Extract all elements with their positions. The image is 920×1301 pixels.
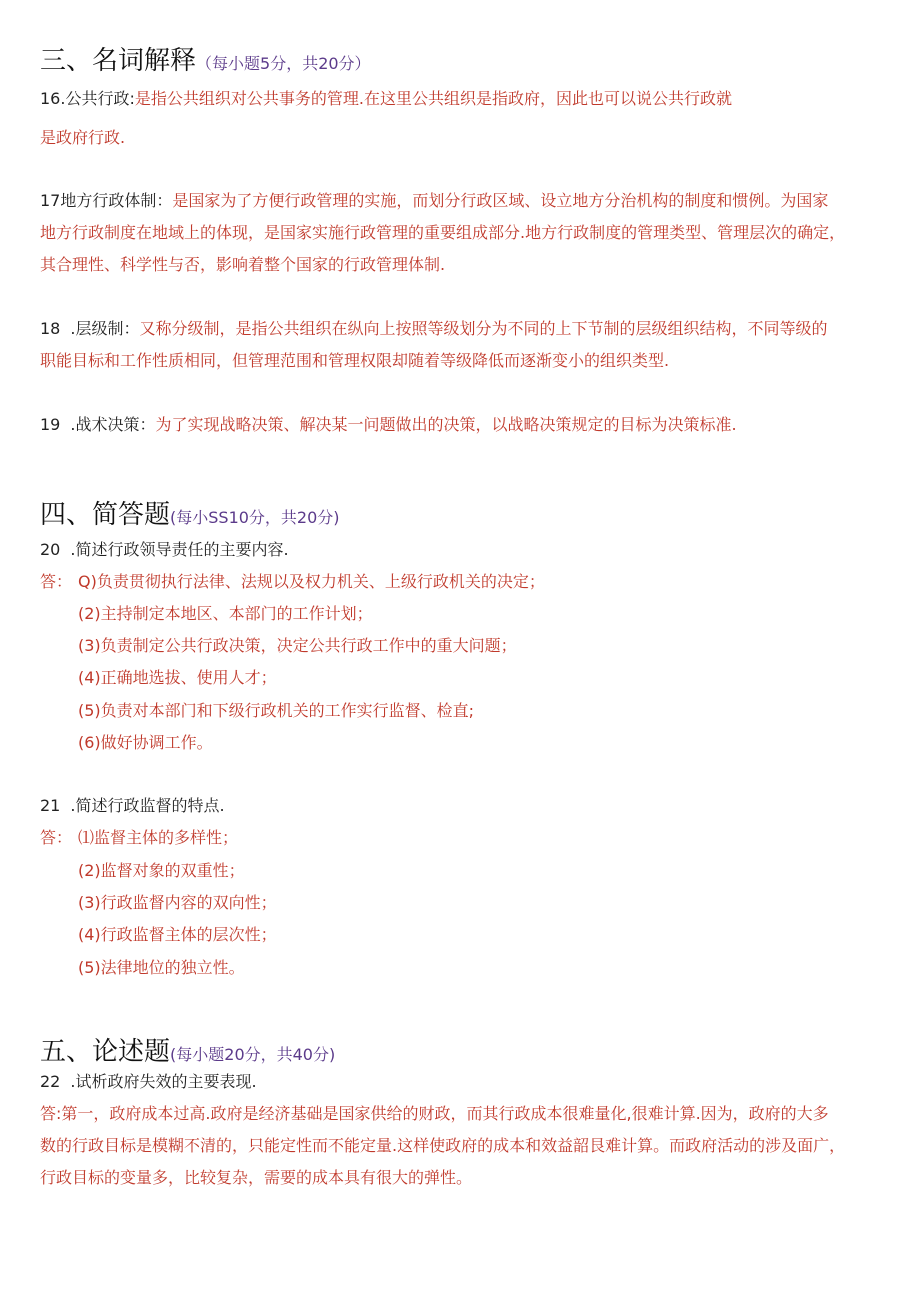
q20-question-text: .简述行政领导责任的主要内容. [70,540,289,559]
q21-answer-label: 答： [40,828,73,847]
q17-definition-line1: 是国家为了方便行政管理的实施，而划分行政区域、设立地方分治机构的制度和惯例。为国家 [172,191,829,210]
q16-term: 公共行政: [65,89,135,108]
q20-item: Q)负责贯彻执行法律、法规以及权力机关、上级行政机关的决定； [78,572,545,591]
q17-definition-line2: 地方行政制度在地域上的体现，是国家实施行政管理的重要组成部分.地方行政制度的管理类型、管理层次的确定， [40,223,846,242]
q20-item: (6)做好协调工作。 [78,733,213,752]
q22-answer [40,1098,892,1194]
q22-question [40,1071,257,1093]
q19-line [40,414,737,436]
q20-item: (4)正确地选拔、使用人才； [78,668,277,687]
q20-item: (5)负责对本部门和下级行政机关的工作实行监督、检直; [78,701,475,720]
q18-paragraph [40,313,892,377]
q17-definition-line3: 其合理性、科学性与否，影响着整个国家的行政管理体制. [40,255,446,274]
q18-term: .层级制： [70,319,140,338]
section4-heading [40,494,340,531]
q18-definition-line2: 职能目标和工作性质相同，但管理范围和管理权限却随着等级降低而逐渐变小的组织类型. [40,351,670,370]
q21-item: (5)法律地位的独立性。 [78,958,245,977]
q22-answer-line2: 数的行政目标是模糊不清的，只能定性而不能定量.这样使政府的成本和效益韶艮难计算。而政府活动的涉及面广， [40,1136,846,1155]
section3-title: 三、名词解释 [40,46,197,76]
q20-answer-label: 答： [40,572,73,591]
q20-question [40,539,289,561]
q16-number: 16. [40,89,66,108]
section5-title: 五、论述题 [40,1037,171,1067]
q22-question-text: .试析政府失效的主要表现. [70,1072,257,1091]
section4-note: (每小SS10分，共20分) [170,508,340,527]
q21-item: (2)监督对象的双重性； [78,861,245,880]
section4-title: 四、简答题 [40,500,171,530]
q19-term: .战术决策： [70,415,156,434]
q16-definition-line1: 是指公共组织对公共事务的管理.在这里公共组织是指政府，因此也可以说公共行政就 [134,89,732,108]
q16-definition-line2: 是政府行政. [40,128,126,147]
q20-item: (3)负责制定公共行政决策，决定公共行政工作中的重大问题； [78,636,517,655]
q22-number: 22 [40,1072,61,1091]
q19-definition: 为了实现战略决策、解决某一问题做出的决策，以战略决策规定的目标为决策标准. [155,415,737,434]
q22-answer-line3: 行政目标的变量多，比较复杂，需要的成本具有很大的弹性。 [40,1168,473,1187]
q21-item: ⑴监督主体的多样性； [78,828,239,847]
q16-line1 [40,88,732,110]
q18-definition-line1: 又称分级制，是指公共组织在纵向上按照等级划分为不同的上下节制的层级组织结构，不同等级的 [139,319,828,338]
q21-item: (4)行政监督主体的层次性； [78,925,277,944]
q21-question [40,795,225,817]
section5-heading [40,1031,335,1068]
q20-item: (2)主持制定本地区、本部门的工作计划； [78,604,373,623]
q21-number: 21 [40,796,61,815]
q17-number: 17 [40,191,61,210]
q18-number: 18 [40,319,61,338]
q19-number: 19 [40,415,61,434]
q21-question-text: .简述行政监督的特点. [70,796,225,815]
q22-answer-line1: 答:第一，政府成本过高.政府是经济基础是国家供给的财政，而其行政成本很难量化,很难计算.因为，政府的大多 [40,1104,829,1123]
section3-heading [40,40,371,77]
section5-note: (每小题20分，共40分) [170,1045,336,1064]
q20-number: 20 [40,540,61,559]
section3-note: （每小题5分，共20分） [196,54,371,73]
q21-item: (3)行政监督内容的双向性； [78,893,277,912]
q17-paragraph [40,185,892,281]
q17-term: 地方行政体制： [60,191,173,210]
